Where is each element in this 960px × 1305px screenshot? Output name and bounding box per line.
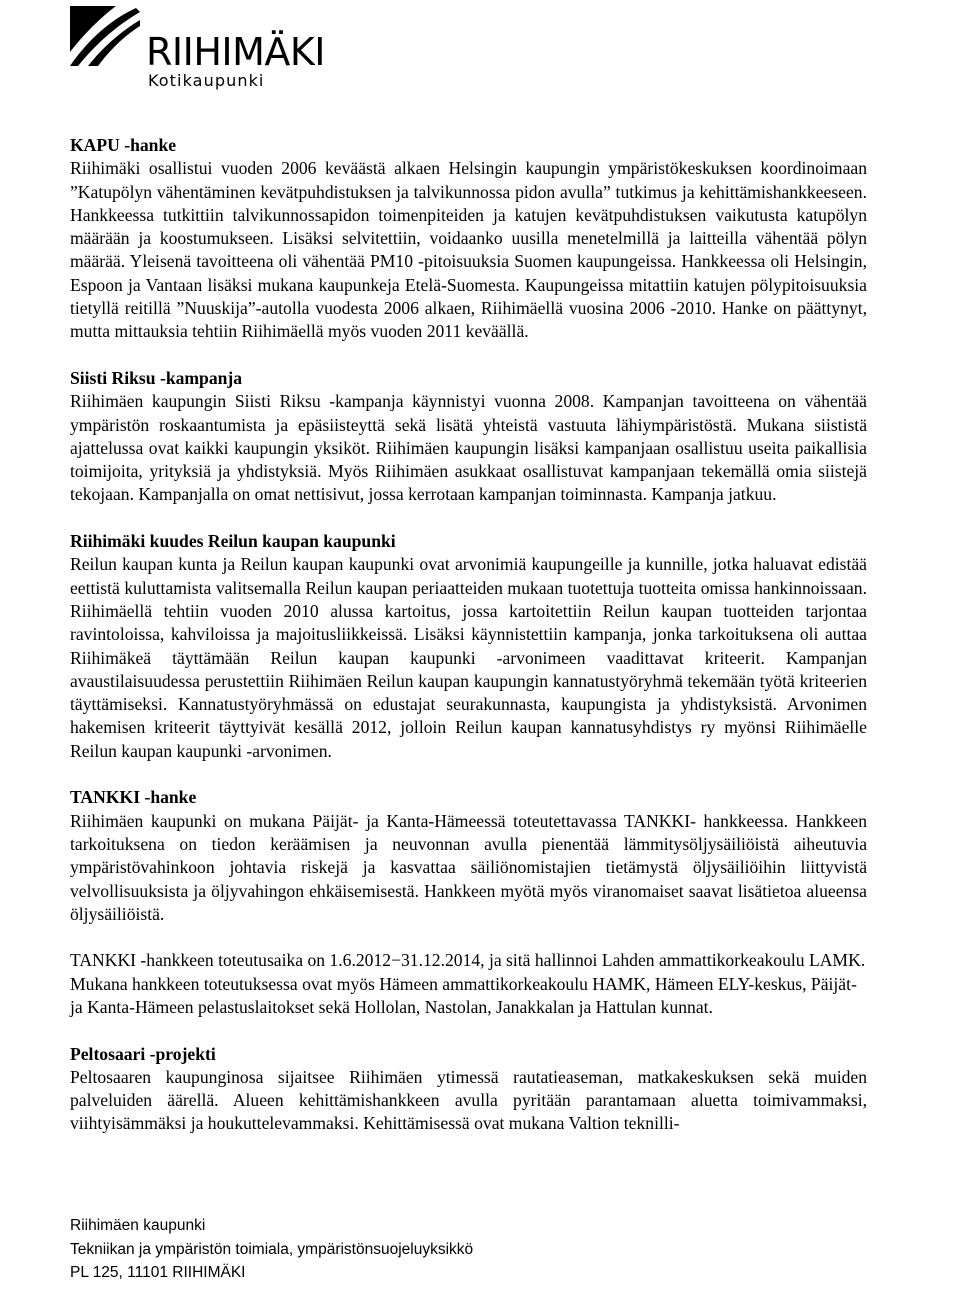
logo-name: RIIHIMÄKI [146, 30, 326, 74]
section-heading: Peltosaari -projekti [70, 1043, 216, 1064]
section-peltosaari [70, 1043, 867, 1136]
section-tankki [70, 786, 867, 926]
logo-tagline: Kotikaupunki [148, 71, 265, 90]
section-paragraph: Reilun kaupan kunta ja Reilun kaupan kaupunki ovat arvonimiä kaupungeille ja kunnille, jotka haluavat edistää eettistä kuluttamista valitsemalla Reilun kaupan periaatteiden mukaan tuotettuja tuotteita omissa hankinnoissaan. Riihimäellä tehtiin vuoden 2010 alussa kartoitus, jossa kartoitettiin Reilun kaupan tuotteiden tarjontaa ravintoloissa, kahviloissa ja majoitusliikkeissä. Lisäksi käynnistettiin kampanja, jonka tarkoituksena oli auttaa Riihimäkeä täyttämään Reilun kaupan kaupunki -arvonimeen vaadittavat kriteerit. Kampanjan avaustilaisuudessa perustettiin Riihimäen Reilun kaupan kaupungin kannatustyöryhmä tekemään työtä kriteerien täyttämiseksi. Kannatustyöryhmässä on edustajat seurakunnasta, kaupungista ja yhdistyksistä. Arvonimen hakemisen kriteerit täyttyivät kesällä 2012, jolloin Reilun kaupan kannatusyhdistys ry myönsi Riihimäelle Reilun kaupan kaupunki -arvonimen. [70, 554, 867, 761]
section-reilu-kauppa [70, 530, 867, 763]
page-footer [70, 1214, 473, 1285]
section-heading: TANKKI -hanke [70, 787, 197, 808]
footer-organization: Riihimäen kaupunki [70, 1217, 206, 1234]
city-logo [70, 6, 326, 98]
section-siisti-riksu [70, 367, 867, 507]
logo-emblem-icon [70, 6, 140, 68]
section-kapu [70, 134, 867, 344]
section-heading: Riihimäki kuudes Reilun kaupan kaupunki [70, 531, 396, 552]
footer-department: Tekniikan ja ympäristön toimiala, ympäristönsuojeluyksikkö [70, 1240, 474, 1258]
section-paragraph: Riihimäki osallistui vuoden 2006 keväästä alkaen Helsingin kaupungin ympäristökeskuksen koordinoimaan ”Katupölyn vähentäminen kevätpuhdistuksen ja talvikunnossa pidon avulla” tutkimus ja kehittämishankkeeseen. Hankkeessa tutkittiin talvikunnossapidon toimenpiteiden ja katujen kevätpuhdistuksen vaikutusta katupölyn määrään ja koostumukseen. Lisäksi selvitettiin, voidaanko uusilla menetelmillä ja laitteilla vähentää pölyn määrää. Yleisenä tavoitteena oli vähentää PM10 -pitoisuuksia Suomen kaupungeissa. Hankkeessa oli Helsingin, Espoon ja Vantaan lisäksi mukana kaupunkeja Etelä-Suomesta. Kaupungeissa mitattiin katujen pölypitoisuuksia tietyllä reitillä ”Nuuskija”-autolla vuodesta 2006 alkaen, Riihimäellä vuosina 2006 -2010. Hanke on päättynyt, mutta mittauksia tehtiin Riihimäellä myös vuoden 2011 keväällä. [70, 158, 867, 342]
document-body [70, 134, 867, 1159]
section-paragraph: Riihimäen kaupunki on mukana Päijät- ja Kanta-Hämeessä toteutettavassa TANKKI- hankkeessa. Hankkeen tarkoituksena on tiedon keräämisen ja neuvonnan avulla pienentää lämmitysöljysäiliöistä aiheutuvia ympäristövahinkoon johtavia riskejä ja kasvattaa säiliönomistajien tietämystä öljysäiliöihin liittyvistä velvollisuuksista ja öljyvahingon ehkäisemisestä. Hankkeen myötä myös viranomaiset saavat lisätietoa alueensa öljysäiliöistä. [70, 810, 867, 924]
section-heading: Siisti Riksu -kampanja [70, 367, 243, 388]
section-paragraph: TANKKI -hankkeen toteutusaika on 1.6.2012−31.12.2014, ja sitä hallinnoi Lahden ammattikorkeakoulu LAMK. Mukana hankkeen toteutuksessa ovat myös Hämeen ammattikorkeakoulu HAMK, Hämeen ELY-keskus, Päijät- ja Kanta-Hämeen pelastuslaitokset sekä Hollolan, Nastolan, Janakkalan ja Hattulan kunnat. [70, 950, 866, 1017]
section-paragraph: Peltosaaren kaupunginosa sijaitsee Riihimäen ytimessä rautatieaseman, matkakeskuksen sekä muiden palveluiden äärellä. Alueen kehittämishankkeen avulla pyritään parantamaan aluetta toimivammaksi, viihtyisämmäksi ja houkuttelevammaksi. Kehittämisessä ovat mukana Valtion teknilli- [70, 1066, 867, 1134]
section-tankki-schedule [70, 949, 867, 1019]
section-paragraph: Riihimäen kaupungin Siisti Riksu -kampanja käynnistyi vuonna 2008. Kampanjan tavoitteena on vähentää ympäristön roskaantumista ja epäsiisteyttä sekä lisätä yhteistä vastuuta lähiympäristöstä. Mukana siististä ajattelussa ovat kaikki kaupungin yksiköt. Riihimäen kaupungin lisäksi kampanjaan osallistuu useita paikallisia toimijoita, yrityksiä ja yhdistyksiä. Myös Riihimäen asukkaat osallistuvat kampanjaan tekemällä omia siistejä tekojaan. Kampanjalla on omat nettisivut, jossa kerrotaan kampanjan toiminnasta. Kampanja jatkuu. [70, 391, 867, 505]
footer-address: PL 125, 11101 RIIHIMÄKI [70, 1264, 246, 1281]
section-heading: KAPU -hanke [70, 135, 177, 155]
